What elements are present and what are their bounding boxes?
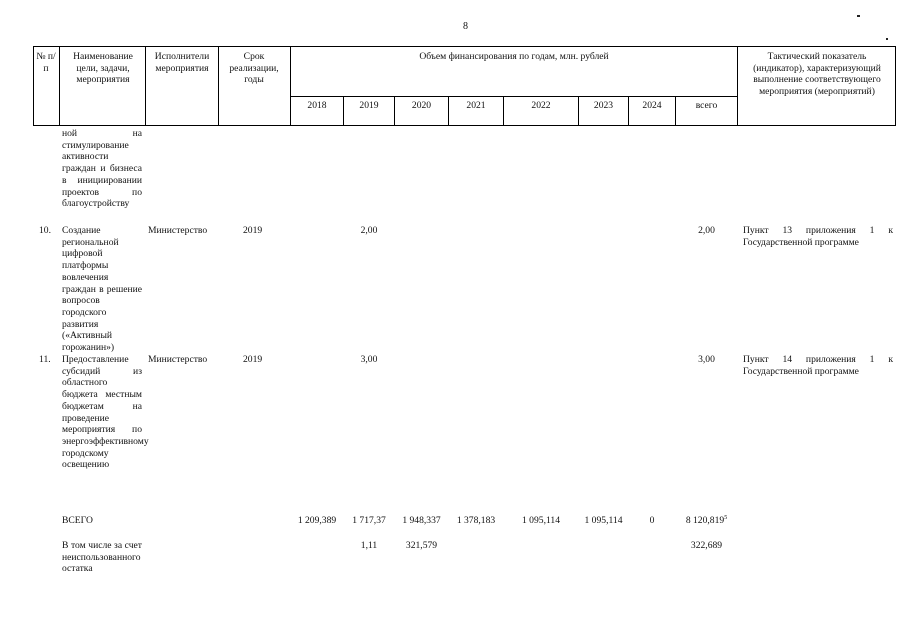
total-2022: 1 095,114 <box>521 515 561 526</box>
year-2018: 2018 <box>307 100 327 111</box>
total-2019: 1 717,37 <box>352 515 386 526</box>
row-10-name: Создание региональной цифровой платформы вовлечения граждан в решение вопросов городского развития («Активный горожанин») <box>62 225 142 354</box>
row-11-term: 2019 <box>243 354 263 365</box>
unused-balance-label: В том числе за счет неиспользованного остатка <box>62 540 142 575</box>
row-11-indicator: Пункт 14 приложения 1 к Государственной программе <box>743 354 893 377</box>
header-term: Срок реализации, годы <box>229 51 279 85</box>
total-2023: 1 095,114 <box>584 515 623 526</box>
total-2024: 0 <box>649 515 655 526</box>
row-11-total: 3,00 <box>698 354 715 365</box>
row-10-executor: Министерство <box>148 225 208 236</box>
row-10-num: 10. <box>39 225 51 236</box>
header-name: Наименование цели, задачи, мероприятия <box>73 51 133 85</box>
total-all-value: 8 120,819 <box>685 515 725 526</box>
unused-total: 322,689 <box>690 540 723 551</box>
year-total: всего <box>695 100 718 111</box>
header-funding: Объем финансирования по годам, млн. рублей <box>419 51 609 62</box>
total-2018: 1 209,389 <box>297 515 337 526</box>
header-executor: Исполнители мероприятия <box>154 51 210 74</box>
row-10-indicator: Пункт 13 приложения 1 к Государственной программе <box>743 225 893 248</box>
year-2023: 2023 <box>593 100 614 111</box>
year-2020: 2020 <box>411 100 432 111</box>
year-2019: 2019 <box>359 100 379 111</box>
page-number: 8 <box>463 21 468 32</box>
row-continuation-name: ной на стимулирование активности граждан и бизнеса в инициировании проектов по благоустройству <box>62 128 142 210</box>
total-label: ВСЕГО <box>62 515 93 526</box>
row-10-total: 2,00 <box>698 225 715 236</box>
header-indicator: Тактический показатель (индикатор), характеризующий выполнение соответствующего мероприятия (мероприятий) <box>753 51 881 97</box>
header-num: № п/п <box>36 51 56 74</box>
unused-2020: 321,579 <box>405 540 438 551</box>
row-10-2019: 2,00 <box>360 225 378 236</box>
row-10-term: 2019 <box>243 225 263 236</box>
total-2021: 1 378,183 <box>456 515 496 526</box>
total-all <box>676 515 737 526</box>
total-2020: 1 948,337 <box>402 515 441 526</box>
row-11-name: Предоставление субсидий из областного бюджета местным бюджетам на проведение мероприятия по энергоэффективному городскому освещению <box>62 354 149 471</box>
year-2024: 2024 <box>642 100 662 111</box>
total-footnote: 5 <box>724 514 728 521</box>
unused-2019: 1,11 <box>360 540 378 551</box>
scan-speck <box>857 15 860 17</box>
year-2021: 2021 <box>466 100 486 111</box>
row-11-num: 11. <box>39 354 51 365</box>
scan-speck <box>886 38 888 40</box>
row-11-executor: Министерство <box>148 354 208 365</box>
row-11-2019: 3,00 <box>360 354 378 365</box>
year-2022: 2022 <box>531 100 551 111</box>
